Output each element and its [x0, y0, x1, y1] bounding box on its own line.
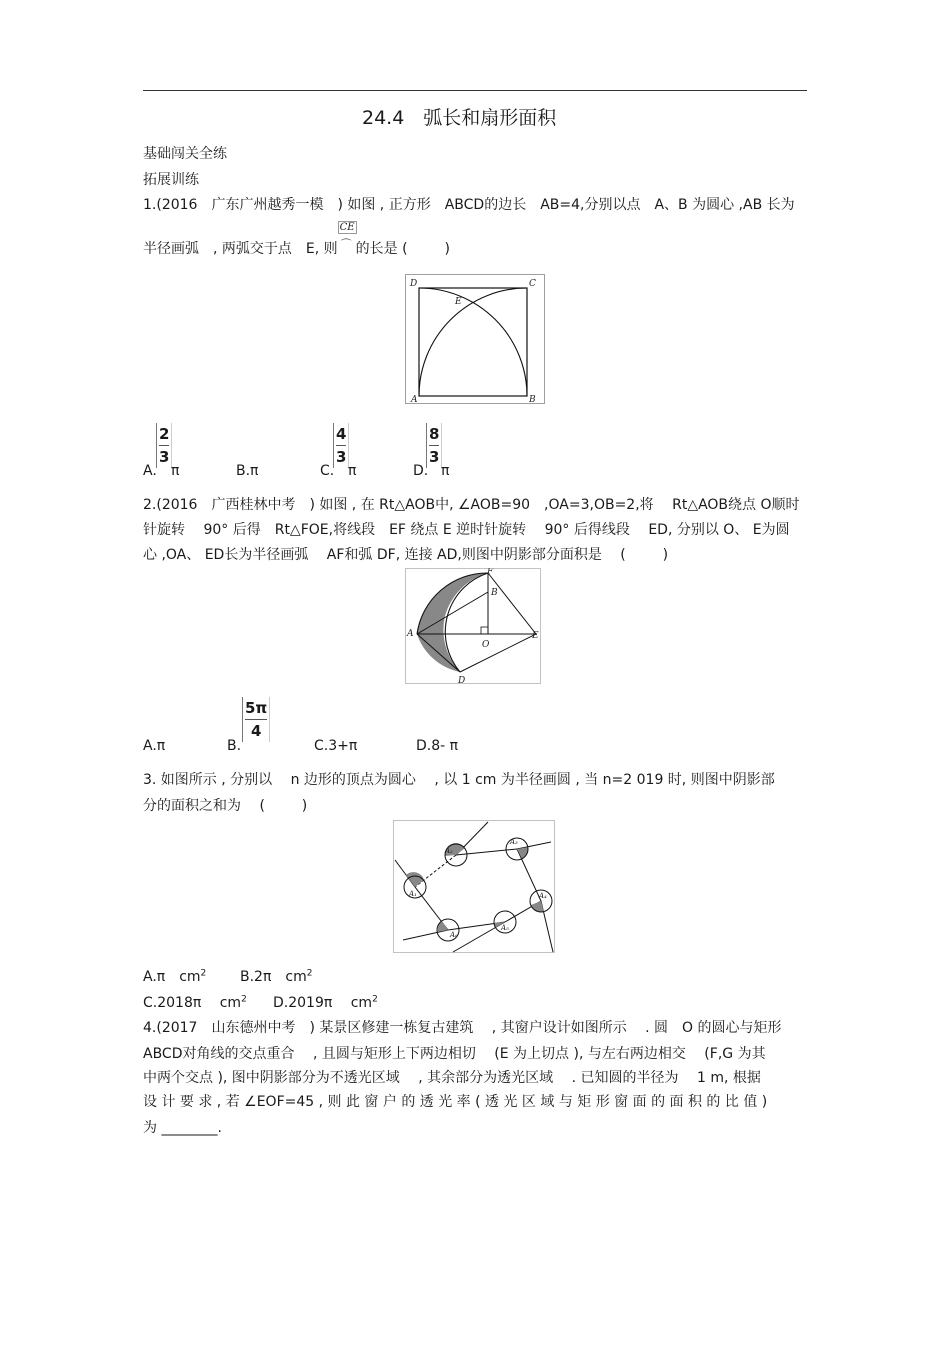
q2-frac-b [242, 697, 270, 742]
label-b: B [491, 588, 498, 598]
arc-mark-icon: ⌒ [340, 238, 352, 251]
label-d: D [410, 279, 418, 289]
frac-num: 4 [336, 425, 347, 443]
q1-pi-c: π [348, 463, 357, 479]
frac-den: 3 [429, 448, 440, 466]
q3-option-b [240, 966, 312, 986]
q2-line1: 2.(2016 广西桂林中考 ) 如图 , 在 Rt△AOB中, ∠AOB=90 ,OA=3,OB=2,将 Rt△AOB绕点 O顺时 [143, 497, 800, 513]
frac-den: 4 [250, 722, 262, 740]
q3-figure [393, 820, 555, 953]
header-rule [143, 90, 807, 91]
sup-2: 2 [372, 994, 378, 1005]
label-a: A [407, 629, 414, 639]
q4-line5: 为 ________. [143, 1120, 222, 1136]
q4-line2: ABCD对角线的交点重合 , 且圆与矩形上下两边相切 (E 为上切点 ), 与左右两边相交 (F,G 为其 [143, 1046, 766, 1062]
q3-option-a-text: A.π cm [143, 969, 201, 985]
label-e: E [455, 297, 462, 307]
arc-symbol [338, 222, 356, 253]
sup-2: 2 [200, 968, 207, 979]
frac-den: 3 [159, 448, 170, 466]
label-a6: A₆ [450, 931, 458, 939]
q1-line2 [143, 222, 450, 258]
q2-line3: 心 ,OA、 ED长为半径画弧 AF和弧 DF, 连接 AD,则图中阴影部分面积是 ( ) [143, 547, 669, 563]
q1-line1: 1.(2016 广东广州越秀一模 ) 如图 , 正方形 ABCD的边长 AB=4,分别以点 A、B 为圆心 ,AB 长为 [143, 197, 795, 213]
q3-option-d-text: D.2019π cm [273, 995, 373, 1011]
label-b: B [529, 395, 536, 404]
label-a: A [411, 395, 418, 404]
q3-option-b-text: B.2π cm [240, 969, 307, 985]
q2-line2: 针旋转 90° 后得 Rt△FOE,将线段 EF 绕点 E 逆时针旋转 90° 后得线段 ED, 分别以 O、 E为圆 [143, 522, 790, 538]
section-extend: 拓展训练 [143, 172, 199, 188]
sup-2: 2 [241, 994, 247, 1005]
label-e: E [532, 631, 539, 641]
label-f: F [487, 568, 494, 577]
q1-frac-c [333, 423, 349, 468]
q2-option-b: B. [227, 738, 242, 754]
arc-label: CE [339, 222, 355, 233]
q1-option-a: A. [143, 463, 157, 479]
q1-figure [405, 274, 545, 404]
label-a2: A₂ [445, 847, 453, 855]
q1-pi-a: π [171, 463, 180, 479]
q1-option-b: B.π [236, 463, 259, 479]
q3-option-c [143, 992, 247, 1012]
frac-num: 5π [245, 699, 268, 717]
frac-den: 3 [336, 448, 347, 466]
q2-option-a: A.π [143, 738, 166, 754]
q4-line4: 设 计 要 求 , 若 ∠EOF=45 , 则 此 窗 户 的 透 光 率 ( 透 光 区 域 与 矩 形 窗 面 的 面 积 的 比 值 ) [143, 1094, 768, 1110]
label-a5: A₅ [501, 924, 509, 932]
label-d: D [458, 676, 466, 684]
q2-figure [405, 568, 541, 684]
q1-option-c: C. [320, 463, 335, 479]
q1-option-d: D. [413, 463, 429, 479]
frac-num: 2 [159, 425, 170, 443]
q3-option-c-text: C.2018π cm [143, 995, 242, 1011]
q1-line2-a: 半径画弧 , 两弧交于点 E, 则 [143, 241, 338, 257]
q3-option-a [143, 966, 206, 986]
section-basic: 基础闯关全练 [143, 146, 227, 162]
q4-line3: 中两个交点 ), 图中阴影部分为不透光区域 , 其余部分为透光区域 . 已知圆的半径为 1 m, 根据 [143, 1070, 761, 1086]
page-title: 24.4 弧长和扇形面积 [362, 107, 557, 129]
label-a1: A₁ [409, 890, 417, 898]
label-a3: A₃ [510, 838, 518, 846]
sup-2: 2 [306, 968, 313, 979]
q3-line1: 3. 如图所示 , 分别以 n 边形的顶点为圆心 , 以 1 cm 为半径画圆 , 当 n=2 019 时, 则图中阴影部 [143, 772, 775, 788]
frac-num: 8 [429, 425, 440, 443]
q1-pi-d: π [441, 463, 450, 479]
q3-line2: 分的面积之和为 ( ) [143, 798, 308, 814]
q3-option-d [273, 992, 378, 1012]
label-c: C [529, 279, 536, 289]
q1-line2-b: 的长是 ( ) [355, 241, 450, 257]
label-o: O [482, 640, 490, 650]
q2-option-d: D.8- π [416, 738, 459, 754]
q2-option-c: C.3+π [314, 738, 358, 754]
q1-frac-d [426, 423, 442, 468]
q4-line1: 4.(2017 山东德州中考 ) 某景区修建一栋复古建筑 , 其窗户设计如图所示 . 圆 O 的圆心与矩形 [143, 1020, 782, 1036]
q1-frac-a [156, 423, 172, 468]
label-a4: A₄ [539, 892, 547, 900]
